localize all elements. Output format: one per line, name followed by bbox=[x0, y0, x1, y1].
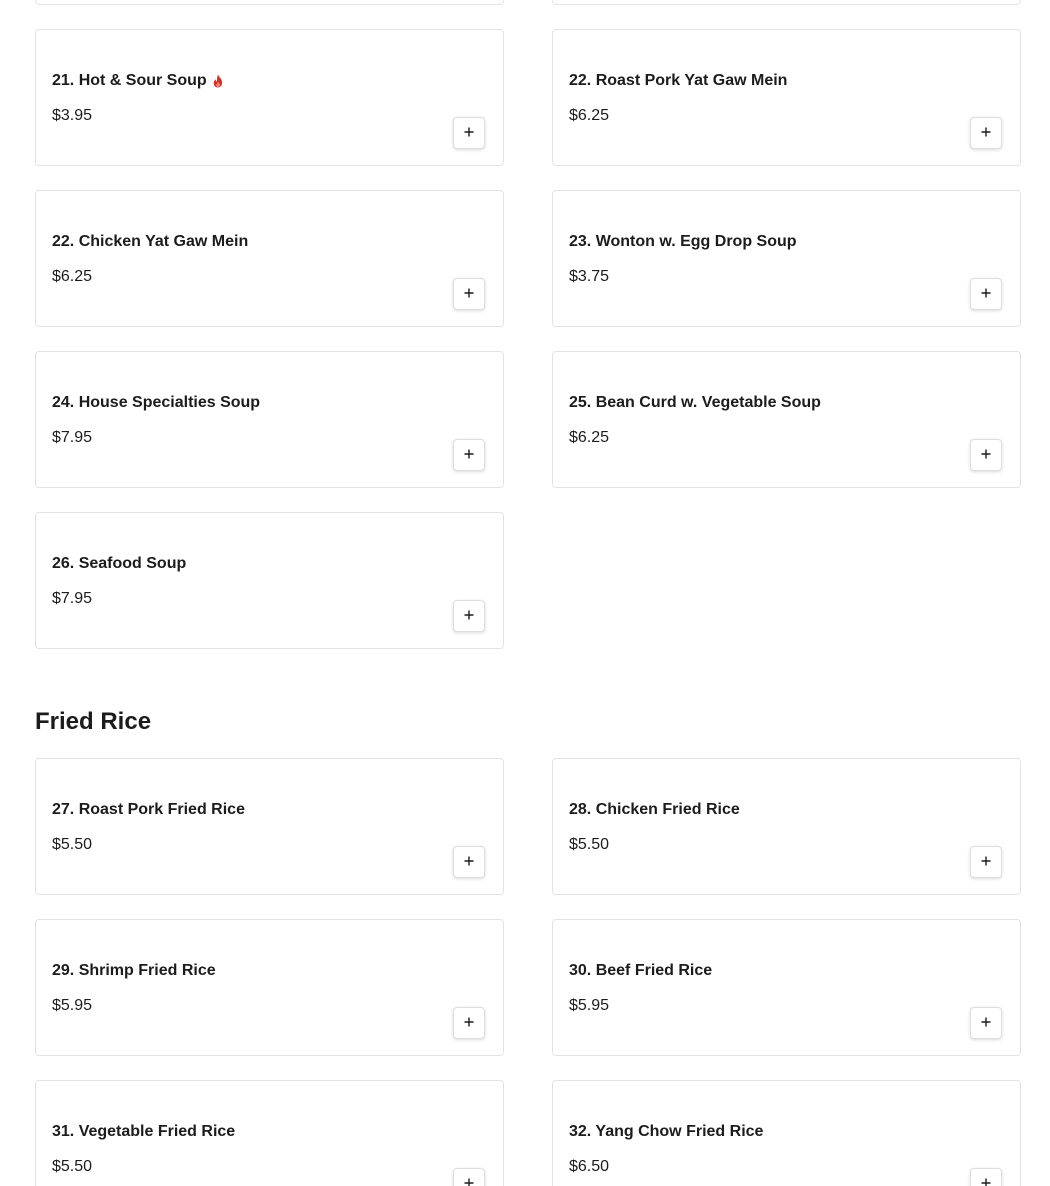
add-item-button[interactable] bbox=[970, 278, 1002, 310]
menu-item-name: 31. Vegetable Fried Rice bbox=[52, 1123, 236, 1140]
plus-icon bbox=[981, 446, 991, 464]
menu-item-card[interactable] bbox=[552, 1080, 1021, 1186]
add-item-button[interactable] bbox=[970, 439, 1002, 471]
add-item-button[interactable] bbox=[970, 846, 1002, 878]
add-item-button[interactable] bbox=[453, 439, 485, 471]
menu-item-price: $7.95 bbox=[52, 429, 93, 446]
add-item-button[interactable] bbox=[970, 1168, 1002, 1186]
menu-item-card[interactable] bbox=[35, 1080, 504, 1186]
menu-item-name: 22. Chicken Yat Gaw Mein bbox=[52, 233, 249, 250]
add-item-button[interactable] bbox=[453, 278, 485, 310]
menu-item-name: 24. House Specialties Soup bbox=[52, 394, 261, 411]
add-item-button[interactable] bbox=[453, 846, 485, 878]
plus-icon bbox=[464, 853, 474, 871]
menu-item-card[interactable] bbox=[552, 919, 1021, 1056]
menu-item-card[interactable] bbox=[35, 919, 504, 1056]
menu-item-card[interactable] bbox=[552, 351, 1021, 488]
menu-item-card[interactable] bbox=[552, 29, 1021, 166]
menu-item-card[interactable] bbox=[35, 351, 504, 488]
plus-icon bbox=[464, 446, 474, 464]
flame-icon bbox=[212, 74, 224, 88]
menu-item-card[interactable] bbox=[552, 758, 1021, 895]
add-item-button[interactable] bbox=[453, 117, 485, 149]
add-item-button[interactable] bbox=[453, 600, 485, 632]
menu-item-price: $6.25 bbox=[52, 268, 93, 285]
plus-icon bbox=[464, 1014, 474, 1032]
add-item-button[interactable] bbox=[453, 1168, 485, 1186]
menu-item-name: 21. Hot & Sour Soup bbox=[52, 72, 224, 90]
menu-item-price: $7.95 bbox=[52, 590, 93, 607]
menu-item-card[interactable] bbox=[35, 190, 504, 327]
menu-item-card[interactable] bbox=[35, 29, 504, 166]
menu-item-price: $6.50 bbox=[569, 1158, 610, 1175]
menu-item-price: $5.50 bbox=[569, 836, 610, 853]
menu-item-name: 28. Chicken Fried Rice bbox=[569, 801, 740, 818]
plus-icon bbox=[464, 124, 474, 142]
menu-item-name: 32. Yang Chow Fried Rice bbox=[569, 1123, 764, 1140]
menu-item-price: $6.25 bbox=[569, 107, 610, 124]
add-item-button[interactable] bbox=[970, 117, 1002, 149]
menu-item-price: $5.95 bbox=[52, 997, 93, 1014]
menu-item-card[interactable] bbox=[35, 512, 504, 649]
menu-item-price: $6.25 bbox=[569, 429, 610, 446]
menu-item-card[interactable] bbox=[552, 0, 1021, 5]
plus-icon bbox=[981, 1175, 991, 1186]
menu-item-card[interactable] bbox=[552, 190, 1021, 327]
menu-item-price: $5.50 bbox=[52, 1158, 93, 1175]
menu-item-card[interactable] bbox=[35, 0, 504, 5]
menu-item-name: 27. Roast Pork Fried Rice bbox=[52, 801, 245, 818]
plus-icon bbox=[981, 1014, 991, 1032]
add-item-button[interactable] bbox=[970, 1007, 1002, 1039]
section-title: Fried Rice bbox=[35, 708, 152, 735]
menu-item-name: 23. Wonton w. Egg Drop Soup bbox=[569, 233, 797, 250]
plus-icon bbox=[981, 853, 991, 871]
menu-item-card[interactable] bbox=[35, 758, 504, 895]
menu-item-price: $3.95 bbox=[52, 107, 93, 124]
add-item-button[interactable] bbox=[453, 1007, 485, 1039]
menu-item-name: 26. Seafood Soup bbox=[52, 555, 187, 572]
menu-item-price: $5.50 bbox=[52, 836, 93, 853]
plus-icon bbox=[981, 285, 991, 303]
menu-item-price: $5.95 bbox=[569, 997, 610, 1014]
menu-item-price: $3.75 bbox=[569, 268, 610, 285]
plus-icon bbox=[464, 1175, 474, 1186]
menu-item-name: 30. Beef Fried Rice bbox=[569, 962, 713, 979]
plus-icon bbox=[464, 607, 474, 625]
menu-item-name: 22. Roast Pork Yat Gaw Mein bbox=[569, 72, 788, 89]
plus-icon bbox=[981, 124, 991, 142]
plus-icon bbox=[464, 285, 474, 303]
menu-item-name: 29. Shrimp Fried Rice bbox=[52, 962, 216, 979]
menu-item-name: 25. Bean Curd w. Vegetable Soup bbox=[569, 394, 821, 411]
